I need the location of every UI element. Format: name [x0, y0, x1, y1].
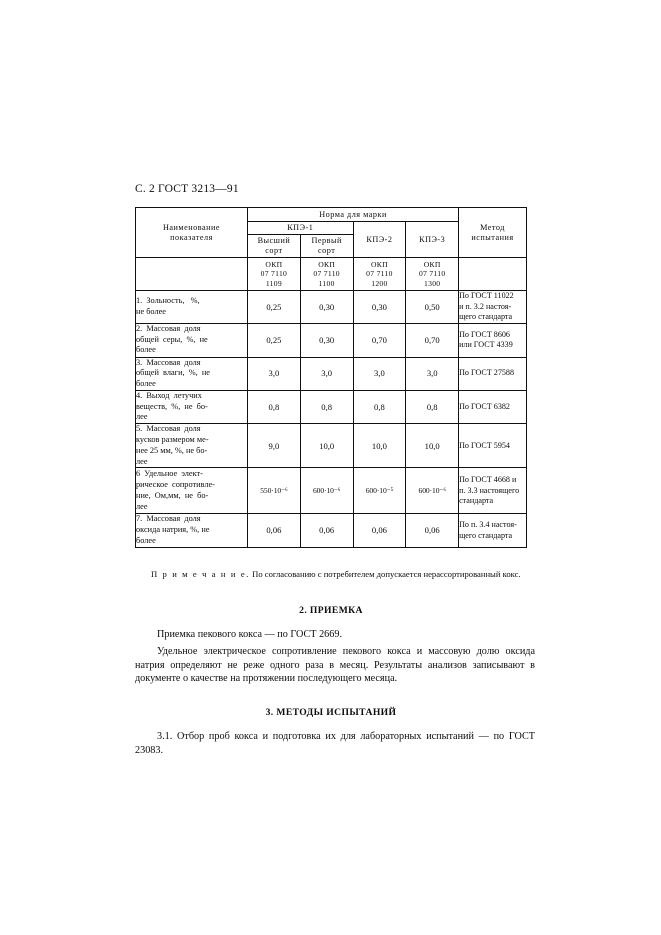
row-6-method: По ГОСТ 4668 и п. 3.3 настоящего стандарта	[459, 468, 527, 514]
row-4-value-4: 0,8	[406, 390, 459, 423]
specification-table	[135, 207, 527, 548]
row-2-value-4: 0,70	[406, 323, 459, 357]
row-3-value-4: 3,0	[406, 357, 459, 390]
row-2-value-1: 0,25	[248, 323, 301, 357]
paragraph-priemka-1	[135, 628, 535, 642]
okp-method-spacer	[459, 258, 527, 291]
row-2-method: По ГОСТ 8606 или ГОСТ 4339	[459, 323, 527, 357]
paragraph-metody-1	[135, 730, 535, 757]
table-row	[136, 323, 527, 357]
row-label-6: 6 Удельное элект- рическое сопротивле- ние, Ом,мм, не бо- лее	[136, 468, 248, 514]
header-cell-method	[459, 208, 527, 258]
row-4-method: По ГОСТ 6382	[459, 390, 527, 423]
row-2-value-2: 0,30	[300, 323, 353, 357]
row-1-method: По ГОСТ 11022 и п. 3.2 настоя- щего стандарта	[459, 291, 527, 324]
row-7-value-2: 0,06	[300, 514, 353, 547]
okp-3-line1: ОКП	[370, 259, 388, 269]
row-label-7: 7. Массовая доля оксида натрия, %, не более	[136, 514, 248, 547]
row-label-4: 4. Выход летучих веществ, %, не бо- лее	[136, 390, 248, 423]
section-title-priemka: 2. ПРИЕМКА	[299, 605, 363, 616]
okp-cell-4	[406, 258, 459, 291]
table-note	[151, 568, 536, 580]
grade-kpe3-label: КПЭ-3	[419, 234, 446, 244]
row-5-value-3: 10,0	[353, 424, 406, 468]
row-3-value-1: 3,0	[248, 357, 301, 390]
row-5-value-4: 10,0	[406, 424, 459, 468]
grade-kpe2-label: КПЭ-2	[366, 234, 393, 244]
header-method-line2: испытания	[471, 232, 514, 242]
header-cell-kpe1: КПЭ-1	[248, 222, 354, 235]
okp-1-line2: 07 7110	[260, 269, 288, 279]
table-row	[136, 357, 527, 390]
header-cell-grade-kpe3	[406, 222, 459, 258]
table-row	[136, 424, 527, 468]
grade-high-line1: Высший	[257, 236, 291, 245]
row-4-value-3: 0,8	[353, 390, 406, 423]
header-cell-grade-first	[300, 235, 353, 258]
paragraph-text: Удельное электрическое сопротивление пекового кокса и массовую долю оксида натрия определяют не реже одного раза в месяц. Результаты анализов записывают в документе о качестве на протяжении последующего месяца.	[135, 646, 535, 685]
okp-cell-2	[300, 258, 353, 291]
row-1-value-4: 0,50	[406, 291, 459, 324]
okp-2-line2: 07 7110	[313, 269, 340, 279]
section-title-metody: 3. МЕТОДЫ ИСПЫТАНИЙ	[265, 707, 397, 718]
okp-cell-1	[248, 258, 301, 291]
okp-1-line1: ОКП	[265, 259, 283, 269]
okp-2-line1: ОКП	[318, 259, 336, 269]
row-label-2: 2. Массовая доля общей серы, %, не более	[136, 323, 248, 357]
okp-2-line3: 1100	[318, 278, 335, 288]
row-6-value-1: 550·10⁻⁶	[248, 468, 301, 514]
grade-first-line2: сорт	[318, 246, 336, 255]
row-7-value-1: 0,06	[248, 514, 301, 547]
header-name-line1: Наименование	[163, 222, 221, 232]
row-6-value-4: 600·10⁻⁶	[406, 468, 459, 514]
note-label: П р и м е ч а н и е.	[151, 569, 250, 579]
okp-3-line2: 07 7110	[366, 269, 393, 279]
row-3-value-3: 3,0	[353, 357, 406, 390]
okp-4-line1: ОКП	[423, 259, 441, 269]
row-3-method: По ГОСТ 27588	[459, 357, 527, 390]
row-7-value-4: 0,06	[406, 514, 459, 547]
row-label-3: 3. Массовая доля общей влаги, %, не более	[136, 357, 248, 390]
row-6-value-3: 600·10⁻⁵	[353, 468, 406, 514]
header-cell-grade-high	[248, 235, 301, 258]
header-cell-grade-kpe2	[353, 222, 406, 258]
okp-1-line3: 1109	[265, 278, 282, 288]
row-1-value-3: 0,30	[353, 291, 406, 324]
grade-high-line2: сорт	[265, 246, 283, 255]
okp-4-line2: 07 7110	[418, 269, 446, 279]
row-4-value-1: 0,8	[248, 390, 301, 423]
row-5-value-2: 10,0	[300, 424, 353, 468]
row-7-value-3: 0,06	[353, 514, 406, 547]
okp-4-line3: 1300	[424, 278, 441, 288]
okp-3-line3: 1200	[371, 278, 388, 288]
table-header-row-okp	[136, 258, 527, 291]
table-row	[136, 291, 527, 324]
paragraph-text: Приемка пекового кокса — по ГОСТ 2669.	[157, 629, 342, 640]
table-header-row-norma	[136, 208, 527, 222]
row-1-value-2: 0,30	[300, 291, 353, 324]
row-label-5: 5. Массовая доля кусков размером ме- нее 25 мм, %, не бо- лее	[136, 424, 248, 468]
paragraph-priemka-2	[135, 645, 535, 686]
header-cell-norma: Норма для марки	[248, 208, 459, 222]
okp-cell-3	[353, 258, 406, 291]
header-name-line2: показателя	[170, 232, 213, 242]
row-5-value-1: 9,0	[248, 424, 301, 468]
page-header: С. 2 ГОСТ 3213—91	[135, 183, 239, 195]
row-7-method: По п. 3.4 настоя- щего стандарта	[459, 514, 527, 547]
row-2-value-3: 0,70	[353, 323, 406, 357]
note-text: По согласованию с потребителем допускается нерассортированный кокс.	[250, 569, 521, 579]
header-cell-name	[136, 208, 248, 258]
row-3-value-2: 3,0	[300, 357, 353, 390]
row-label-1: 1. Зольность, %, не более	[136, 291, 248, 324]
okp-spacer-cell	[136, 258, 248, 291]
row-6-value-2: 600·10⁻⁶	[300, 468, 353, 514]
row-4-value-2: 0,8	[300, 390, 353, 423]
table-row	[136, 468, 527, 514]
row-5-method: По ГОСТ 5954	[459, 424, 527, 468]
grade-first-line1: Первый	[311, 236, 342, 245]
row-1-value-1: 0,25	[248, 291, 301, 324]
paragraph-text: 3.1. Отбор проб кокса и подготовка их для лабораторных испытаний — по ГОСТ 23083.	[135, 731, 535, 756]
table-row	[136, 514, 527, 547]
table-row	[136, 390, 527, 423]
header-method-line1: Метод	[480, 222, 505, 232]
